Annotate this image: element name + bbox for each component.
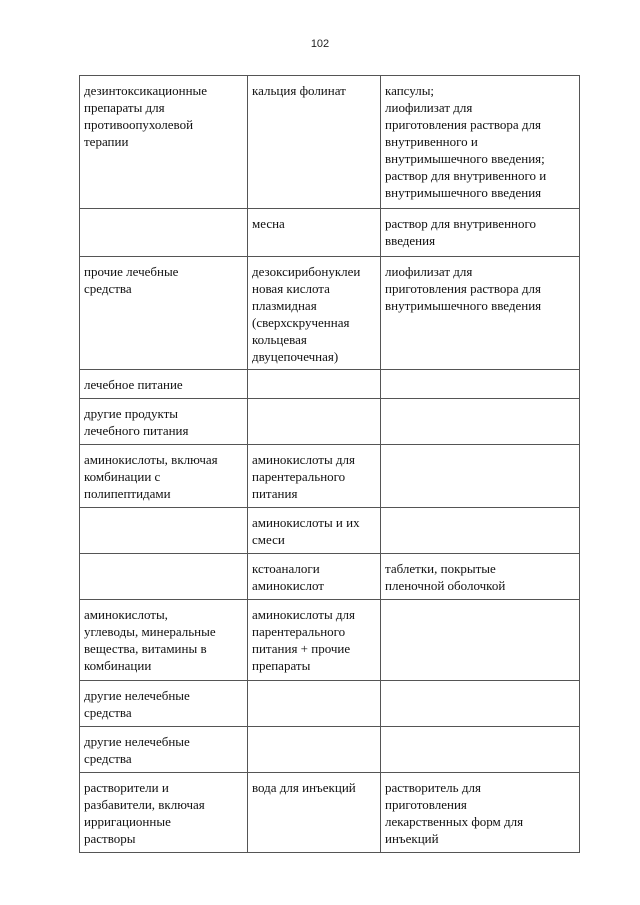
substance-cell: аминокислоты для парентерального питания — [248, 445, 381, 508]
substance-cell: кальция фолинат — [248, 76, 381, 209]
substance-cell — [248, 681, 381, 727]
dosage-form-cell: раствор для внутривенного введения — [381, 209, 580, 257]
substance-cell: месна — [248, 209, 381, 257]
substance-cell: кстоаналоги аминокислот — [248, 554, 381, 600]
table-row — [80, 76, 580, 209]
dosage-form-cell — [381, 727, 580, 773]
table-row — [80, 209, 580, 257]
substance-cell: вода для инъекций — [248, 773, 381, 853]
dosage-form-cell — [381, 681, 580, 727]
table-row — [80, 257, 580, 370]
category-cell: другие продукты лечебного питания — [80, 399, 248, 445]
table-row — [80, 600, 580, 681]
category-cell — [80, 209, 248, 257]
category-cell: другие нелечебные средства — [80, 681, 248, 727]
dosage-form-cell — [381, 399, 580, 445]
table-row — [80, 554, 580, 600]
substance-cell — [248, 727, 381, 773]
dosage-form-cell — [381, 445, 580, 508]
category-cell: прочие лечебные средства — [80, 257, 248, 370]
drug-table — [79, 75, 580, 853]
table-row — [80, 370, 580, 399]
dosage-form-cell — [381, 370, 580, 399]
category-cell: аминокислоты, включая комбинации с полипептидами — [80, 445, 248, 508]
dosage-form-cell: капсулы; лиофилизат для приготовления раствора для внутривенного и внутримышечного введения; раствор для внутривенного и внутримышечного введения — [381, 76, 580, 209]
table-row — [80, 773, 580, 853]
dosage-form-cell — [381, 600, 580, 681]
category-cell — [80, 554, 248, 600]
table-row — [80, 681, 580, 727]
dosage-form-cell: таблетки, покрытые пленочной оболочкой — [381, 554, 580, 600]
category-cell: другие нелечебные средства — [80, 727, 248, 773]
category-cell — [80, 508, 248, 554]
table-row — [80, 727, 580, 773]
substance-cell: дезоксирибонуклеи новая кислота плазмидная (сверхскрученная кольцевая двуцепочечная) — [248, 257, 381, 370]
category-cell: дезинтоксикационные препараты для противоопухолевой терапии — [80, 76, 248, 209]
substance-cell — [248, 399, 381, 445]
category-cell: аминокислоты, углеводы, минеральные вещества, витамины в комбинации — [80, 600, 248, 681]
page-number: 102 — [310, 38, 330, 50]
category-cell: лечебное питание — [80, 370, 248, 399]
substance-cell: аминокислоты и их смеси — [248, 508, 381, 554]
table-row — [80, 508, 580, 554]
dosage-form-cell: лиофилизат для приготовления раствора для внутримышечного введения — [381, 257, 580, 370]
dosage-form-cell — [381, 508, 580, 554]
dosage-form-cell: растворитель для приготовления лекарственных форм для инъекций — [381, 773, 580, 853]
table-row — [80, 445, 580, 508]
substance-cell: аминокислоты для парентерального питания + прочие препараты — [248, 600, 381, 681]
substance-cell — [248, 370, 381, 399]
table-row — [80, 399, 580, 445]
category-cell: растворители и разбавители, включая ирригационные растворы — [80, 773, 248, 853]
